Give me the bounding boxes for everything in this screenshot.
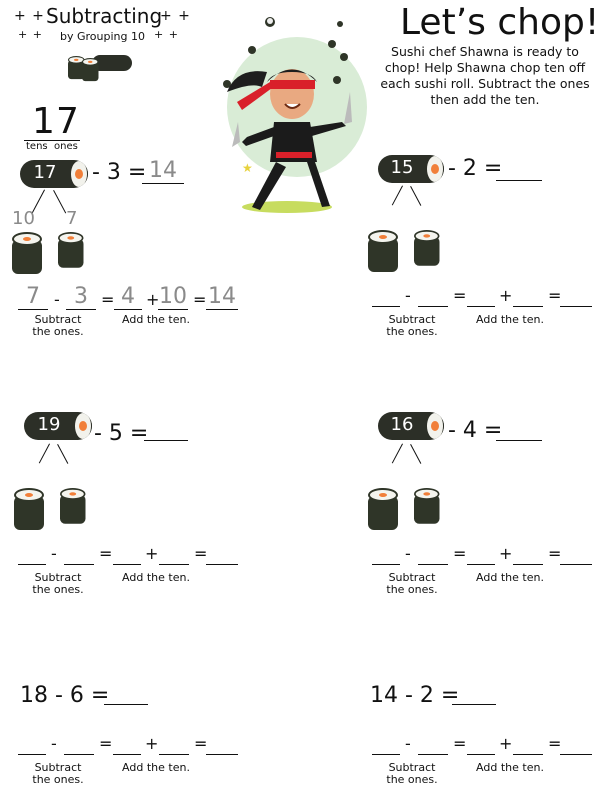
blank-ones[interactable]	[372, 292, 400, 307]
sushi-piece-icon	[368, 230, 398, 272]
plus-sign: +	[499, 734, 513, 753]
plus-sign: +	[499, 286, 513, 305]
add-ten-caption: Add the ten.	[476, 313, 544, 326]
worksheet-title: Subtracting	[46, 4, 163, 28]
step-ten: 10	[159, 284, 187, 309]
split-line-left	[392, 186, 403, 206]
caption-line: Subtract	[388, 761, 436, 774]
blank-subtract[interactable]	[418, 740, 448, 755]
add-ten-caption: Add the ten.	[122, 571, 190, 584]
sushi-piece-icon	[12, 232, 42, 274]
equals-sign: =	[548, 286, 562, 305]
sushi-piece-icon	[414, 488, 440, 524]
example-answer: 14	[142, 158, 184, 184]
caption-line: Subtract	[34, 571, 82, 584]
plus-sign: +	[145, 544, 159, 563]
text-problem-expression: 18 - 6 =	[20, 683, 110, 708]
step-ones: 7	[18, 284, 48, 310]
sushi-piece-icon	[60, 488, 86, 524]
split-line-left	[392, 444, 403, 464]
roll-number: 17	[33, 162, 57, 183]
equals-sign: =	[99, 544, 113, 563]
blank-ten[interactable]	[513, 740, 543, 755]
answer-blank[interactable]	[452, 684, 496, 705]
instructions-text: Sushi chef Shawna is ready to chop! Help Shawna chop ten off each sushi roll. Subtract the ones then add the ten.	[380, 44, 590, 107]
plus-sign: +	[146, 290, 160, 309]
equals-sign: =	[453, 286, 467, 305]
equals-sign: =	[194, 734, 208, 753]
blank-difference[interactable]	[113, 740, 141, 755]
minus-sign: -	[405, 286, 411, 305]
equals-sign: =	[453, 544, 467, 563]
sushi-piece-icon	[82, 58, 99, 81]
subtract-caption	[380, 762, 444, 786]
answer-blank[interactable]	[496, 160, 542, 181]
caption-line: the ones.	[386, 773, 438, 786]
caption-line: the ones.	[386, 583, 438, 596]
equation-rest: - 5 =	[94, 421, 149, 446]
blank-ten[interactable]	[159, 550, 189, 565]
equals-sign: =	[193, 290, 207, 309]
page-heading: Let’s chop!	[400, 2, 600, 43]
sushi-roll	[20, 160, 88, 188]
blank-answer[interactable]	[206, 740, 238, 755]
sushi-piece-icon	[414, 230, 440, 266]
sushi-piece-icon	[14, 488, 44, 530]
add-ten-caption: Add the ten.	[476, 571, 544, 584]
caption-line: the ones.	[32, 773, 84, 786]
split-ones: 7	[66, 208, 78, 229]
step-answer: 14	[208, 284, 236, 309]
roll-number: 19	[37, 414, 61, 435]
blank-ones[interactable]	[372, 740, 400, 755]
equation-rest: - 4 =	[448, 418, 503, 443]
add-ten-caption: Add the ten.	[476, 761, 544, 774]
blank-subtract[interactable]	[64, 740, 94, 755]
split-line-right	[53, 190, 66, 213]
add-ten-caption: Add the ten.	[122, 761, 190, 774]
roll-end-icon	[426, 155, 444, 183]
roll-end-icon	[426, 412, 444, 440]
split-line-right	[410, 444, 421, 464]
caption-line: Subtract	[34, 313, 82, 326]
subtract-caption	[380, 572, 444, 596]
blank-subtract[interactable]	[64, 550, 94, 565]
decorative-stars-small-right: + +	[154, 28, 179, 41]
split-line-right	[410, 186, 421, 206]
equals-sign: =	[194, 544, 208, 563]
sushi-roll	[378, 155, 444, 183]
worksheet-subtitle: by Grouping 10	[60, 30, 145, 43]
sushi-roll	[378, 412, 444, 440]
blank-difference[interactable]	[467, 740, 495, 755]
roll-number: 15	[390, 157, 414, 178]
subtract-caption	[26, 762, 90, 786]
subtract-caption	[26, 572, 90, 596]
caption-line: Subtract	[34, 761, 82, 774]
subtract-caption	[380, 314, 444, 338]
ones-digit: 7	[56, 101, 79, 142]
split-line-right	[57, 444, 68, 464]
sushi-roll	[24, 412, 92, 440]
answer-blank[interactable]	[104, 684, 148, 705]
minus-sign: -	[51, 734, 57, 753]
split-tens: 10	[12, 208, 35, 229]
ones-label: ones	[54, 141, 78, 152]
caption-line: Subtract	[388, 313, 436, 326]
equals-sign: =	[99, 734, 113, 753]
answer-blank[interactable]	[144, 420, 188, 441]
decorative-stars-left: + +	[14, 8, 45, 24]
roll-number: 16	[390, 414, 414, 435]
blank-ten[interactable]	[159, 740, 189, 755]
equation-rest: - 2 =	[448, 156, 503, 181]
tens-digit: 1	[32, 101, 55, 142]
minus-sign: -	[405, 734, 411, 753]
caption-line: the ones.	[386, 325, 438, 338]
step-subtract: 3	[66, 284, 96, 310]
tens-label: tens	[26, 141, 48, 152]
blank-subtract[interactable]	[418, 550, 448, 565]
caption-line: the ones.	[32, 325, 84, 338]
plus-sign: +	[145, 734, 159, 753]
split-line-left	[39, 444, 50, 464]
blank-ones[interactable]	[372, 550, 400, 565]
plus-sign: +	[499, 544, 513, 563]
blank-ones[interactable]	[18, 740, 46, 755]
sushi-piece-icon	[368, 488, 398, 530]
blank-subtract[interactable]	[418, 292, 448, 307]
minus-sign: -	[54, 290, 60, 309]
sushi-chef-illustration	[212, 12, 377, 217]
decorative-stars-right: + +	[160, 8, 191, 24]
equals-sign: =	[101, 290, 115, 309]
blank-ten[interactable]	[513, 292, 543, 307]
blank-answer[interactable]	[206, 550, 238, 565]
blank-difference[interactable]	[467, 292, 495, 307]
blank-answer[interactable]	[560, 292, 592, 307]
caption-line: the ones.	[32, 583, 84, 596]
sushi-piece-icon	[58, 232, 84, 268]
blank-difference[interactable]	[467, 550, 495, 565]
equation-rest: - 3 =	[92, 160, 147, 185]
answer-blank[interactable]	[496, 420, 542, 441]
add-ten-caption: Add the ten.	[122, 313, 190, 326]
roll-end-icon	[70, 160, 88, 188]
blank-ten[interactable]	[513, 550, 543, 565]
roll-end-icon	[74, 412, 92, 440]
subtract-caption	[26, 314, 90, 338]
minus-sign: -	[405, 544, 411, 563]
blank-difference[interactable]	[113, 550, 141, 565]
blank-answer[interactable]	[560, 550, 592, 565]
text-problem-expression: 14 - 2 =	[370, 683, 460, 708]
svg-text:★: ★	[242, 161, 253, 175]
equals-sign: =	[548, 544, 562, 563]
blank-answer[interactable]	[560, 740, 592, 755]
equals-sign: =	[453, 734, 467, 753]
minus-sign: -	[51, 544, 57, 563]
caption-line: Subtract	[388, 571, 436, 584]
equals-sign: =	[548, 734, 562, 753]
decorative-stars-small-left: + +	[18, 28, 43, 41]
blank-ones[interactable]	[18, 550, 46, 565]
step-difference: 4	[114, 284, 142, 310]
